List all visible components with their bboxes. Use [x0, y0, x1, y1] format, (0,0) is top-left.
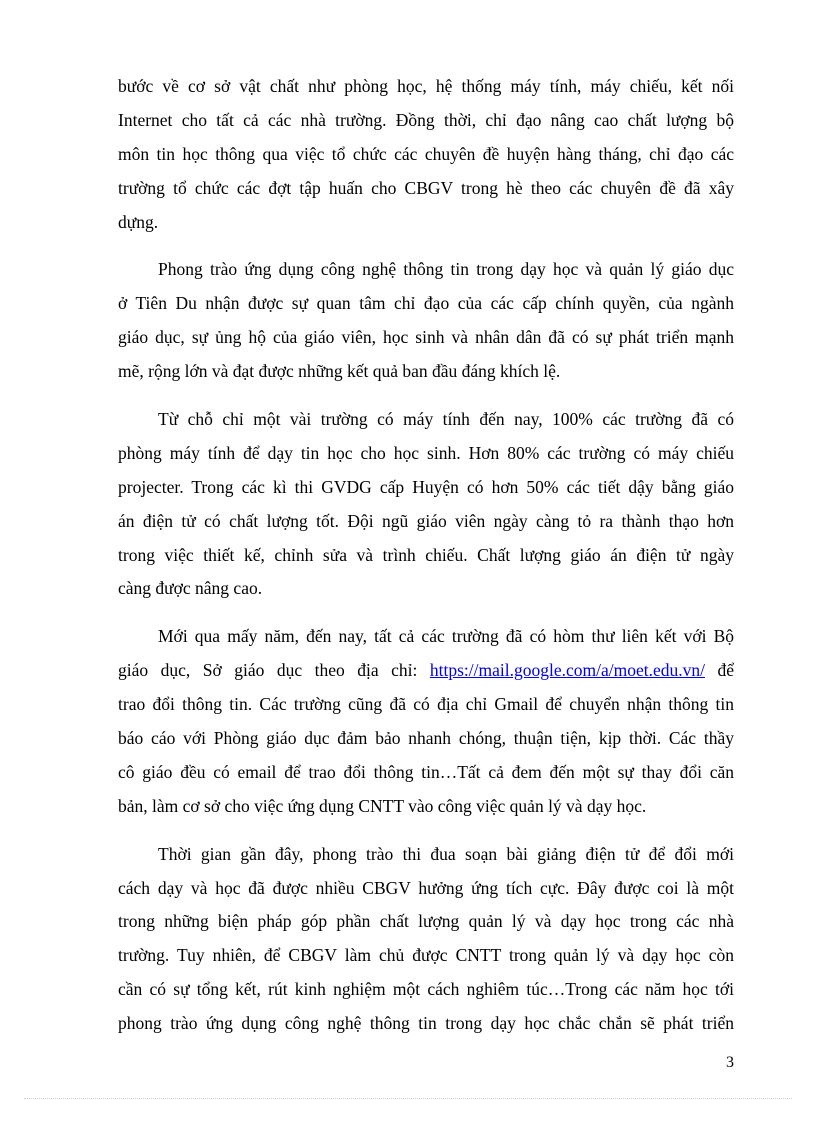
text-line: càng được nâng cao.: [118, 578, 263, 599]
text-line-with-link: [118, 654, 734, 688]
text-line: cần có sự tổng kết, rút kinh nghiệm một cách nghiêm túc…Trong các năm học tới: [118, 979, 734, 1000]
text-line: ở Tiên Du nhận được sự quan tâm chỉ đạo của các cấp chính quyền, của ngành: [118, 293, 734, 314]
text-line: cách dạy và học đã được nhiều CBGV hưởng ứng tích cực. Đây được coi là một: [118, 877, 734, 898]
text-line: trong những biện pháp góp phần chất lượng quản lý và dạy học trong các nhà: [118, 911, 734, 932]
text-line: bản, làm cơ sở cho việc ứng dụng CNTT vào công việc quản lý và dạy học.: [118, 795, 647, 816]
text-line: Thời gian gần đây, phong trào thi đua soạn bài giảng điện tử để đổi mới: [158, 843, 734, 864]
text-line: projecter. Trong các kì thi GVDG cấp Huyện có hơn 50% các tiết dậy bằng giáo: [118, 476, 734, 497]
text-line: án điện tử có chất lượng tốt. Đội ngũ giáo viên ngày càng tỏ ra thành thạo hơn: [118, 510, 734, 531]
text-line: Từ chỗ chỉ một vài trường có máy tính đến nay, 100% các trường đã có: [158, 409, 734, 430]
text-line: trao đổi thông tin. Các trường cũng đã có địa chỉ Gmail để chuyển nhận thông tin: [118, 694, 734, 715]
text-segment: để: [704, 660, 734, 681]
text-line: giáo dục, sự ủng hộ của giáo viên, học sinh và nhân dân đã có sự phát triển mạnh: [118, 327, 734, 348]
paragraph: [118, 838, 734, 1041]
text-line: bước về cơ sở vật chất như phòng học, hệ thống máy tính, máy chiếu, kết nối: [118, 76, 734, 96]
text-line: báo cáo với Phòng giáo dục đảm bảo nhanh chóng, thuận tiện, kịp thời. Các thầy: [118, 728, 734, 749]
paragraph: [118, 620, 734, 823]
paragraph: [118, 70, 734, 239]
page-number: 3: [726, 1054, 734, 1071]
text-line: Internet cho tất cả các nhà trường. Đồng thời, chỉ đạo nâng cao chất lượng bộ: [118, 109, 734, 130]
text-line: dựng.: [118, 211, 159, 232]
text-line: trường tổ chức các đợt tập huấn cho CBGV trong hè theo các chuyên đề đã xây: [118, 177, 734, 198]
text-line: Mới qua mấy năm, đến nay, tất cả các trường đã có hòm thư liên kết với Bộ: [158, 626, 734, 647]
text-segment: giáo dục, Sở giáo dục theo địa chỉ:: [118, 660, 430, 681]
text-line: cô giáo đều có email để trao đổi thông tin…Tất cả đem đến một sự thay đổi căn: [118, 761, 734, 782]
paragraph: [118, 403, 734, 606]
text-line: trong việc thiết kế, chỉnh sửa và trình chiếu. Chất lượng giáo án điện tử ngày: [118, 544, 734, 565]
text-line: Phong trào ứng dụng công nghệ thông tin trong dạy học và quản lý giáo dục: [158, 259, 734, 280]
text-line: mẽ, rộng lớn và đạt được những kết quả ban đầu đáng khích lệ.: [118, 361, 561, 382]
text-line: trường. Tuy nhiên, để CBGV làm chủ được CNTT trong quản lý và dạy học còn: [118, 945, 734, 966]
document-body: [118, 70, 734, 1041]
page-bottom-divider: [24, 1098, 792, 1099]
text-line: phong trào ứng dụng công nghệ thông tin trong dạy học chắc chắn sẽ phát triển: [118, 1013, 734, 1034]
moet-mail-link[interactable]: https://mail.google.com/a/moet.edu.vn/: [429, 660, 705, 681]
text-line: môn tin học thông qua việc tổ chức các chuyên đề huyện hàng tháng, chỉ đạo các: [118, 143, 734, 164]
text-line: phòng máy tính để dạy tin học cho học sinh. Hơn 80% các trường có máy chiếu: [118, 442, 734, 463]
paragraph: [118, 253, 734, 389]
